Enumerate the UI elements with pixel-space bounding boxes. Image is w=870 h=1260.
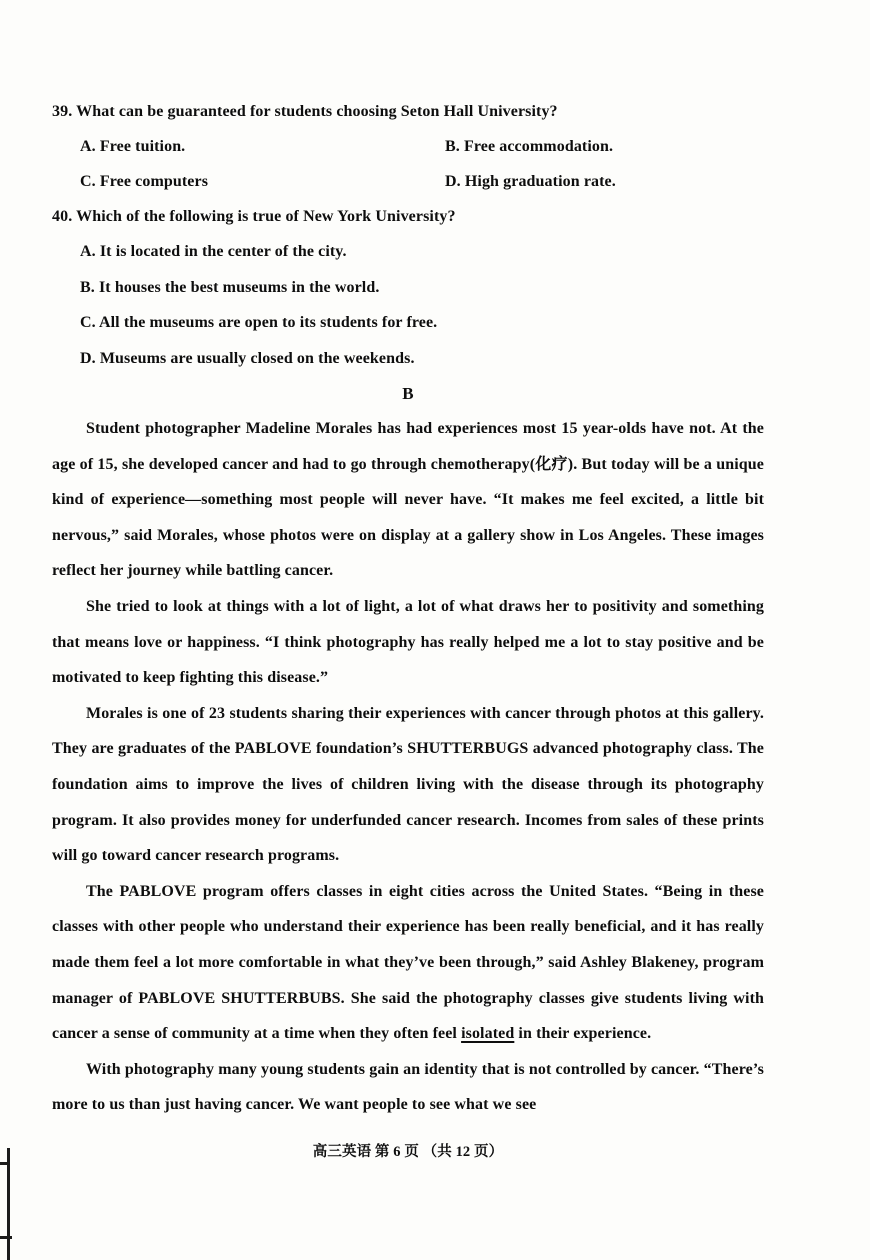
question-39-text: What can be guaranteed for students choosing Seton Hall University? bbox=[76, 103, 558, 120]
underlined-word-isolated: isolated bbox=[461, 1025, 515, 1043]
reading-passage bbox=[52, 411, 764, 1123]
option-39-c: C. Free computers bbox=[80, 173, 209, 190]
passage-paragraph-3: Morales is one of 23 students sharing their experiences with cancer through photos at this gallery. They are graduates of the PABLOVE foundation’s SHUTTERBUGS advanced photography class. The foundation aims to improve the lives of children living with the disease through its photography program. It also provides money for underfunded cancer research. Incomes from sales of these prints will go toward cancer research programs. bbox=[52, 704, 764, 865]
paragraph-4-post: in their experience. bbox=[514, 1025, 652, 1043]
option-40-d: D. Museums are usually closed on the weekends. bbox=[80, 349, 415, 367]
scan-artifact-tick bbox=[0, 1162, 10, 1165]
option-40-b: B. It houses the best museums in the world. bbox=[80, 278, 380, 296]
question-40 bbox=[52, 199, 764, 376]
passage-paragraph-2: She tried to look at things with a lot of light, a lot of what draws her to positivity and something that means love or happiness. “I think photography has really helped me a lot to stay positive and be motivated to keep fighting this disease.” bbox=[52, 597, 764, 687]
page-footer: 高三英语 第 6 页 （共 12 页） bbox=[312, 1143, 504, 1160]
option-40-a: A. It is located in the center of the city. bbox=[80, 243, 347, 260]
passage-section-label: B bbox=[402, 384, 414, 403]
question-39-stem bbox=[52, 94, 764, 129]
question-39-options bbox=[80, 129, 764, 199]
paragraph-4-pre: The PABLOVE program offers classes in eight cities across the United States. “Being in these classes with other people who understand their experience has been really beneficial, and it has really made them feel a lot more comfortable in what they’ve been through,” said Ashley Blakeney, program manager of PABLOVE SHUTTERBUBS. She said the photography classes give students living with cancer a sense of community at a time when they often feel bbox=[52, 882, 764, 1043]
option-39-b: B. Free accommodation. bbox=[445, 138, 614, 155]
passage-paragraph-1: Student photographer Madeline Morales has had experiences most 15 year-olds have not. At the age of 15, she developed cancer and had to go through chemotherapy(化疗). But today will be a unique kind of experience—something most people will never have. “It makes me feel excited, a little bit nervous,” said Morales, whose photos were on display at a gallery show in Los Angeles. These images reflect her journey while battling cancer. bbox=[52, 420, 764, 580]
question-40-text: Which of the following is true of New York University? bbox=[76, 208, 456, 225]
option-40-c: C. All the museums are open to its students for free. bbox=[80, 314, 438, 331]
option-39-a: A. Free tuition. bbox=[80, 138, 186, 155]
question-40-options bbox=[80, 234, 764, 376]
question-40-stem bbox=[52, 199, 764, 234]
passage-paragraph-4 bbox=[52, 874, 764, 1052]
question-40-number: 40. bbox=[52, 208, 73, 225]
question-39 bbox=[52, 94, 764, 199]
question-39-number: 39. bbox=[52, 103, 73, 120]
scan-artifact-tick bbox=[0, 1236, 12, 1239]
option-39-d: D. High graduation rate. bbox=[445, 173, 616, 190]
passage-paragraph-5: With photography many young students gain an identity that is not controlled by cancer. “There’s more to us than just having cancer. We want people to see what we see bbox=[52, 1060, 764, 1114]
